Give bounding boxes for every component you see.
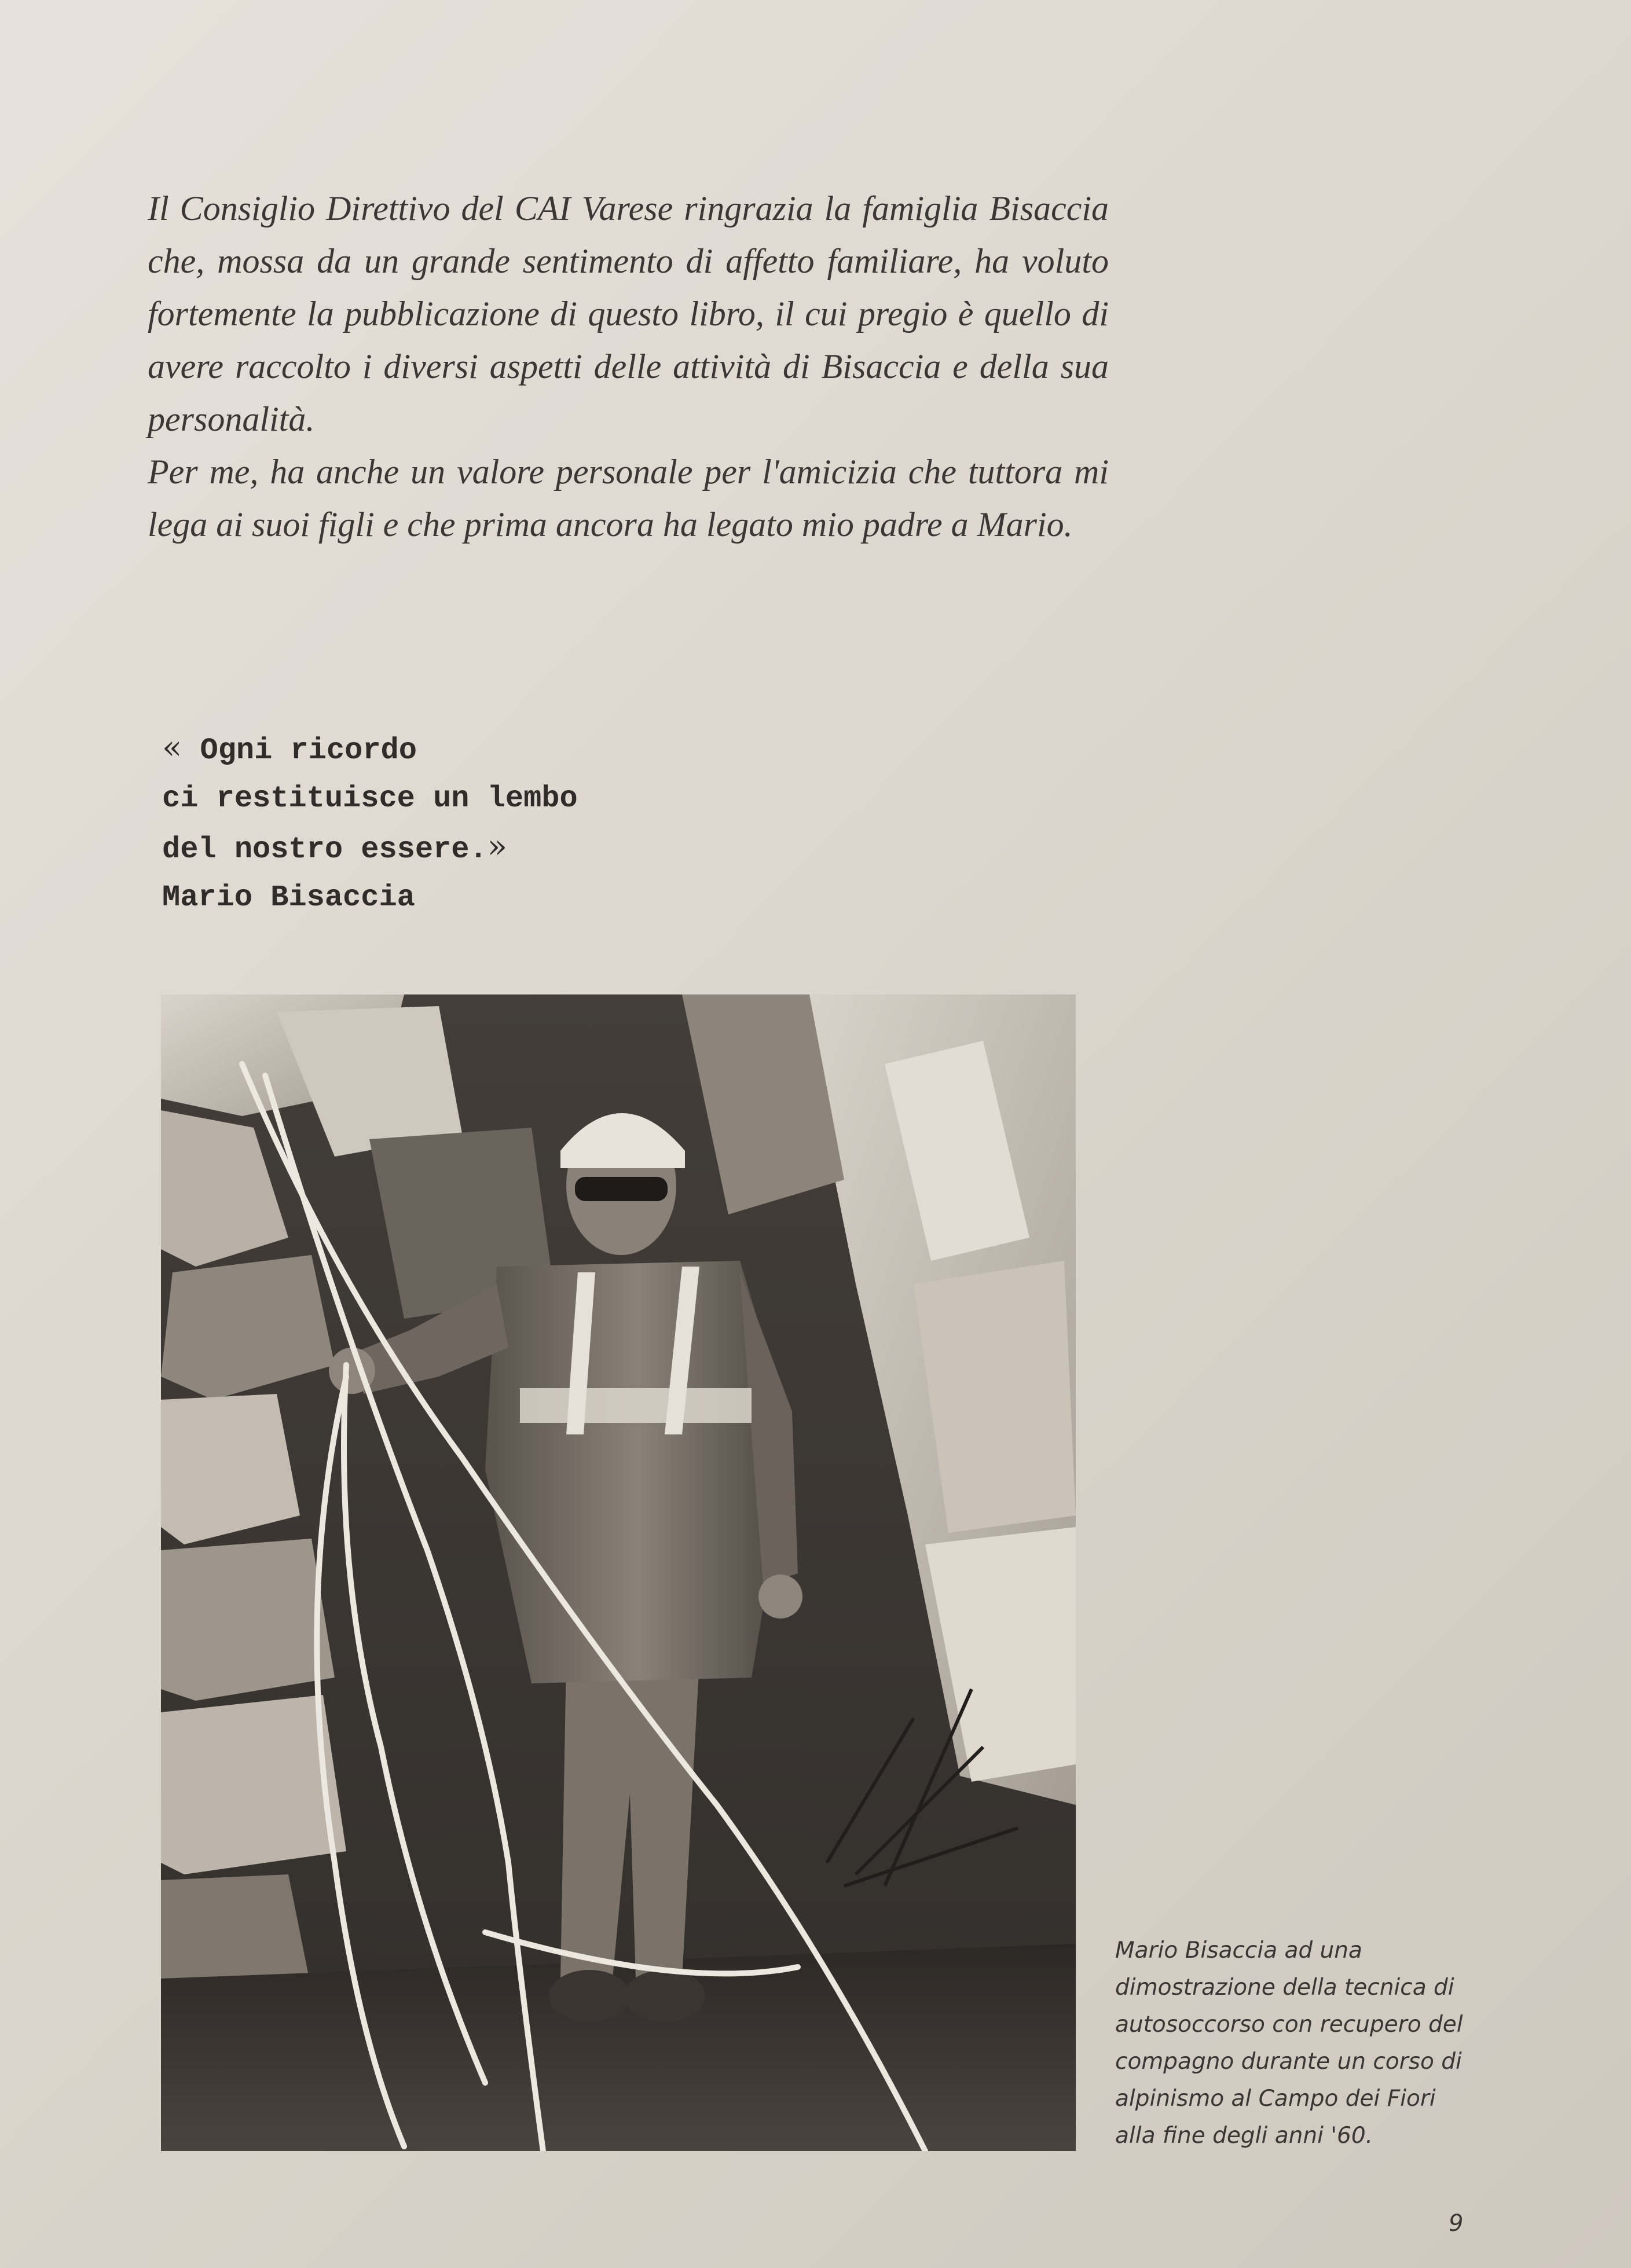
open-quote-mark: «	[162, 729, 182, 766]
quote-line-3	[162, 823, 741, 874]
quote-text-3: del nostro essere.	[162, 832, 488, 867]
intro-paragraph-2: Per me, ha anche un valore personale per l'amicizia che tuttora mi lega ai suoi figli e che prima ancora ha legato mio padre a Mario.	[148, 453, 1109, 544]
ground-area	[161, 1944, 1076, 2151]
photo-caption: Mario Bisaccia ad una dimostrazione della tecnica di autosoccorso con recupero del compagno durante un corso di alpinismo al Campo dei Fiori alla fine degli anni '60.	[1115, 1937, 1463, 2149]
page-number: 9	[1449, 2210, 1464, 2237]
intro-paragraph-1: Il Consiglio Direttivo del CAI Varese ringrazia la famiglia Bisaccia che, mossa da un grande sentimento di affetto familiare, ha voluto fortemente la pubblicazione di questo libro, il cui pregio è quello di avere raccolto i diversi aspetti delle attività di Bisaccia e della sua personalità.	[148, 189, 1109, 438]
quote-text-1: Ogni ricordo	[200, 733, 417, 768]
intro-text	[148, 182, 1109, 551]
quote-author: Mario Bisaccia	[162, 880, 415, 915]
quote-line-1	[162, 724, 741, 775]
close-quote-mark: »	[487, 828, 507, 865]
climber-photo-illustration	[161, 994, 1076, 2151]
quote-line-2: ci restituisce un lembo	[162, 781, 578, 816]
climber-photo	[161, 994, 1076, 2151]
epigraph-quote	[162, 724, 741, 922]
